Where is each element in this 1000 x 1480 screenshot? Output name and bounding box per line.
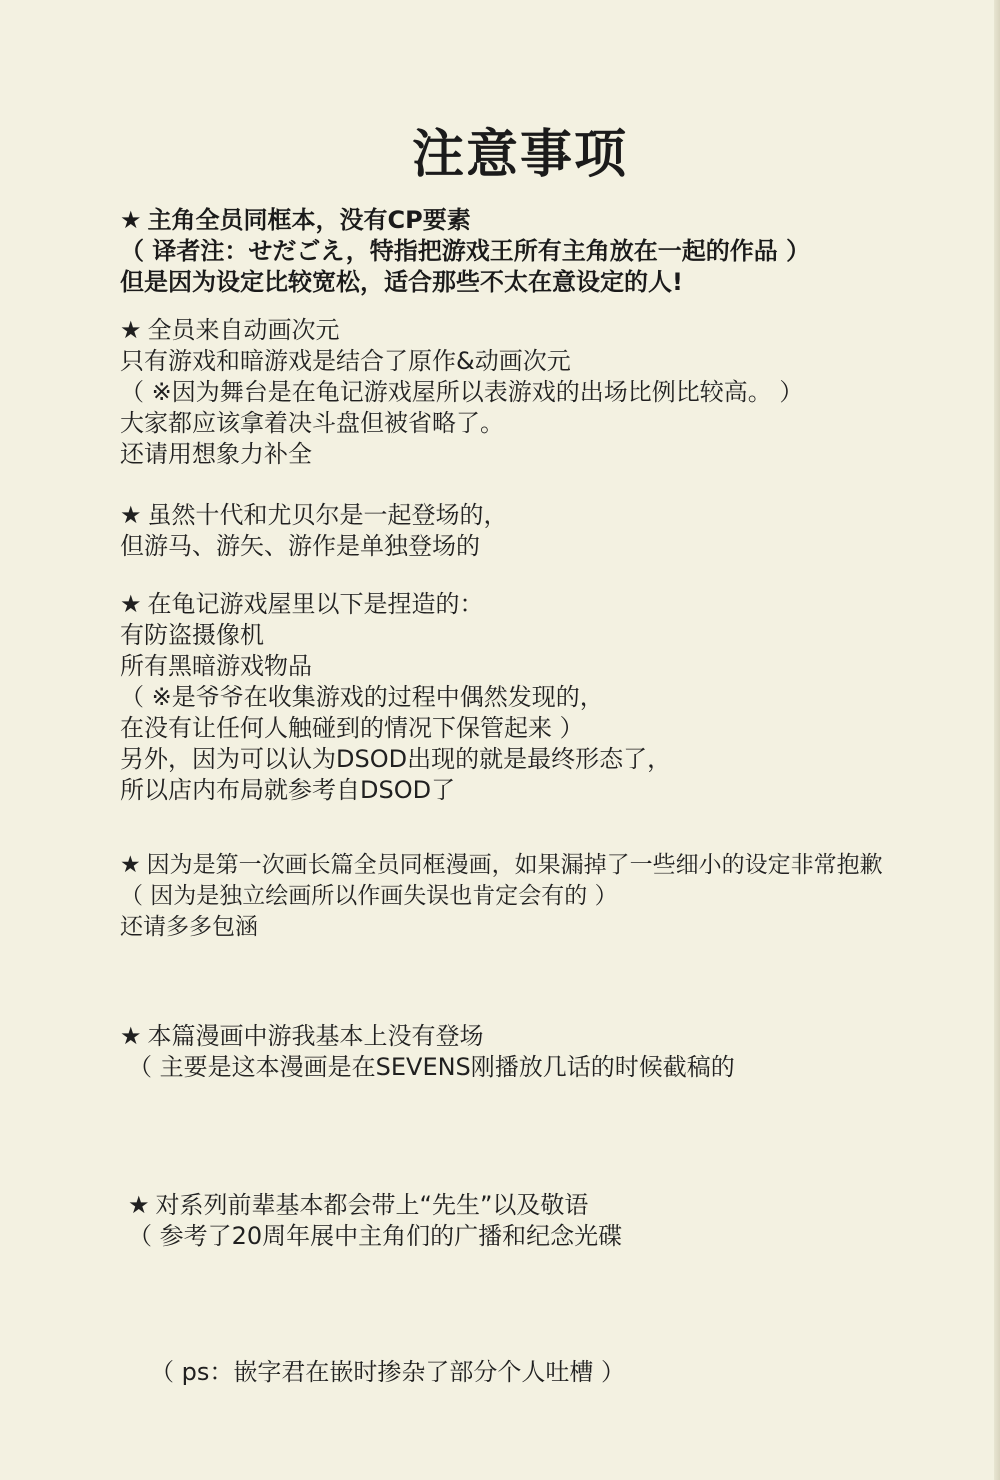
note-section-3 <box>120 500 1000 562</box>
star-icon: ★ <box>120 590 142 618</box>
note-line: （ ※因为舞台是在龟记游戏屋所以表游戏的出场比例比较高。 ） <box>120 378 804 406</box>
star-icon: ★ <box>120 316 142 344</box>
note-line: ★ 因为是第一次画长篇全员同框漫画，如果漏掉了一些细小的设定非常抱歉 <box>120 850 1000 881</box>
note-line: 在没有让任何人触碰到的情况下保管起来 ） <box>120 714 584 742</box>
note-line: （ 因为是独立绘画所以作画失误也肯定会有的 ） <box>120 883 618 909</box>
page-title: 注意事项 <box>411 125 628 185</box>
note-line: 所有黑暗游戏物品 <box>120 652 312 680</box>
star-icon: ★ <box>120 1022 142 1050</box>
note-line: （ 主要是这本漫画是在SEVENS刚播放几话的时候截稿的 <box>128 1053 735 1081</box>
note-line: ★ 对系列前辈基本都会带上“先生”以及敬语 <box>128 1191 589 1219</box>
note-line: （ 参考了20周年展中主角们的广播和纪念光碟 <box>128 1222 623 1250</box>
star-icon: ★ <box>120 501 142 529</box>
note-line: （ 译者注：せだごえ，特指把游戏王所有主角放在一起的作品 ） <box>120 237 811 265</box>
star-icon: ★ <box>120 852 141 878</box>
note-section-1 <box>120 205 1000 298</box>
note-line: ★ 本篇漫画中游我基本上没有登场 <box>120 1022 484 1050</box>
note-line: 只有游戏和暗游戏是结合了原作&动画次元 <box>120 347 571 375</box>
note-line: 但游马、游矢、游作是单独登场的 <box>120 532 480 560</box>
note-line: 另外，因为可以认为DSOD出现的就是最终形态了， <box>120 745 672 773</box>
note-line: （ ※是爷爷在收集游戏的过程中偶然发现的， <box>120 683 604 711</box>
star-icon: ★ <box>128 1191 150 1219</box>
note-section-5 <box>120 850 1000 943</box>
note-line: ★ 在龟记游戏屋里以下是捏造的： <box>120 590 484 618</box>
note-line: ★ 全员来自动画次元 <box>120 316 340 344</box>
note-line: 所以店内布局就参考自DSOD了 <box>120 776 456 804</box>
note-section-4 <box>120 589 1000 806</box>
note-line: 大家都应该拿着决斗盘但被省略了。 <box>120 409 504 437</box>
note-line: ★ 主角全员同框本，没有CP要素 <box>120 206 471 234</box>
note-line: ★ 虽然十代和尤贝尔是一起登场的， <box>120 501 508 529</box>
note-section-6 <box>120 1021 1000 1083</box>
note-line: 有防盗摄像机 <box>120 621 264 649</box>
note-line: 但是因为设定比较宽松，适合那些不太在意设定的人! <box>120 268 683 296</box>
note-section-7 <box>120 1190 1000 1252</box>
star-icon: ★ <box>120 206 142 234</box>
note-line: 还请多多包涵 <box>120 914 258 940</box>
translator-footnote: （ ps：嵌字君在嵌时掺杂了部分个人吐槽 ） <box>150 1358 625 1386</box>
note-line: 还请用想象力补全 <box>120 440 312 468</box>
note-section-2 <box>120 315 1000 470</box>
page-edge-shadow <box>994 0 1000 1480</box>
